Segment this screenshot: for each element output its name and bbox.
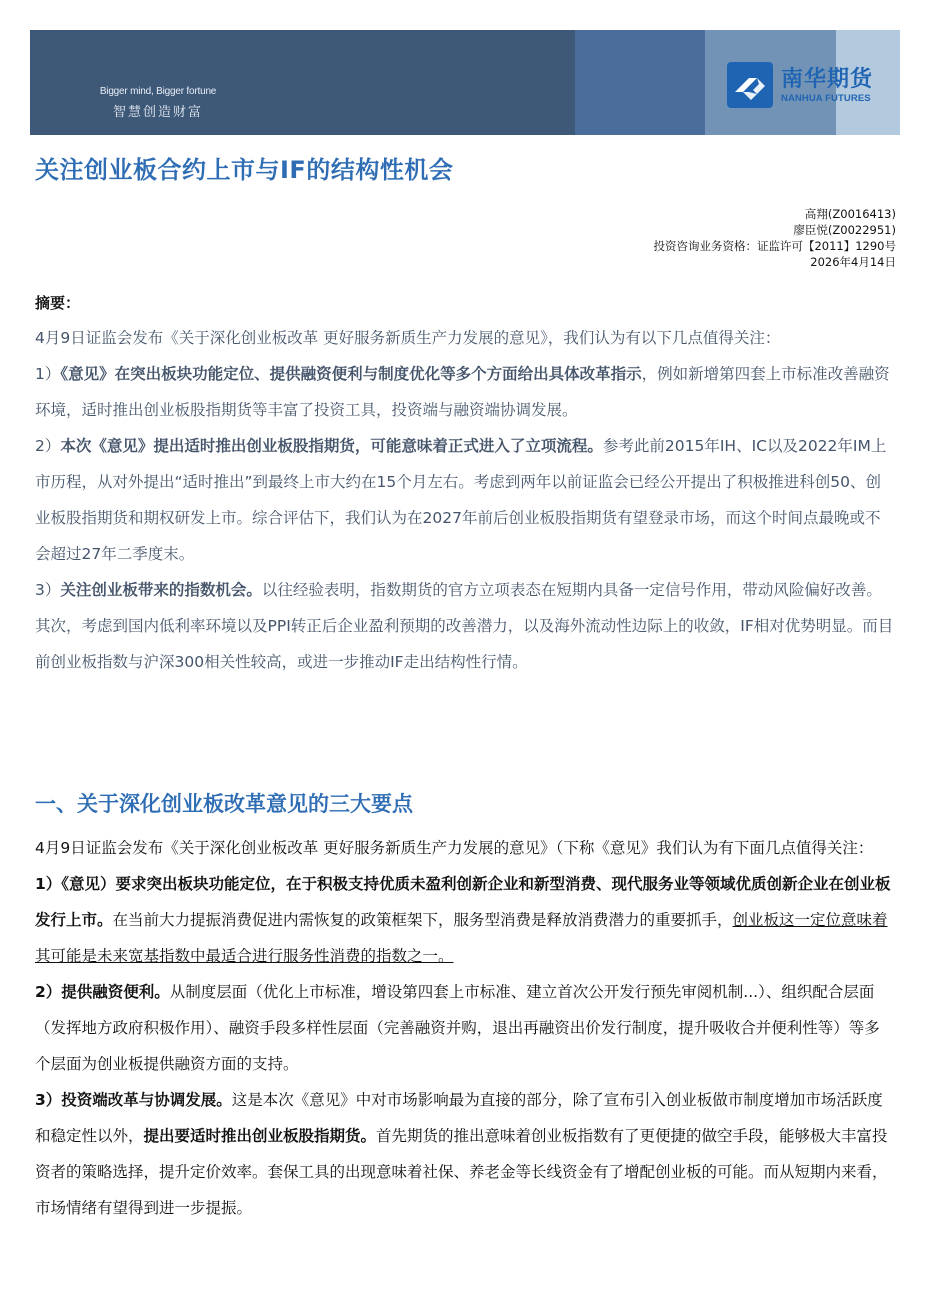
nanhua-logo-icon	[727, 62, 773, 108]
abstract-label: 摘要：	[35, 294, 81, 312]
underlined-text: 创业板这一定位意味着其可能是未来宽基指数中最适合进行服务性消费的指数之一。	[35, 911, 888, 965]
point-text: 参考此前2015年IH、IC以及2022年IM上市历程，从对外提出“适时推出”到最终上市大约在15个月左右。考虑到两年以前证监会已经公开提出了积极推进科创50、创业板股指期货和期权研发上市。综合评估下，我们认为在2027年前后创业板股指期货有望登录市场，而这个时间点最晚或不会超过27年二季度末。	[35, 437, 887, 563]
company-logo	[727, 62, 873, 108]
point-highlight: 关注创业板带来的指数机会。	[60, 581, 262, 599]
point-text: 在当前大力提振消费促进内需恢复的政策框架下，服务型消费是释放消费潜力的重要抓手，	[112, 911, 733, 929]
point-highlight: 2）提供融资便利。	[35, 983, 170, 1001]
report-date: 2026年4月14日	[810, 255, 896, 269]
logo-chinese-name: 南华期货	[781, 66, 874, 92]
abstract-point-1	[35, 356, 895, 428]
point-number: 3）	[35, 581, 61, 599]
point-highlight: 提出要适时推出创业板股指期货。	[143, 1127, 377, 1145]
point-text: ，例如新增第四套上市标准改善融资环境，适时推出创业板股指期货等丰富了投资工具，投资端与融资端协调发展。	[35, 365, 890, 419]
report-meta	[653, 206, 896, 270]
point-text: 从制度层面（优化上市标准，增设第四套上市标准、建立首次公开发行预先审阅机制...）、组织配合层面（发挥地方政府积极作用）、融资手段多样性层面（完善融资并购，退出再融资出价发行制度，提升吸收合并便利性等）等多个层面为创业板提供融资方面的支持。	[35, 983, 880, 1073]
header-banner	[30, 30, 900, 135]
section-body	[35, 830, 895, 1226]
author: 廖臣悦(Z0022951)	[793, 223, 896, 237]
point-text: 这是本次《意见》中对市场影响最为直接的部分，除了宣布引入创业板做市制度增加市场活跃度和稳定性以外，	[35, 1091, 883, 1145]
slogan-english: Bigger mind, Bigger fortune	[99, 86, 217, 97]
abstract-point-2	[35, 428, 895, 572]
abstract-paragraph: 其次，考虑到国内低利率环境以及PPI转正后企业盈利预期的改善潜力，以及海外流动性边际上的收敛，IF相对优势明显。而目前创业板指数与沪深300相关性较高，或进一步推动IF走出结构性行情。	[35, 617, 894, 671]
section-point-1	[35, 866, 895, 974]
report-title: 关注创业板合约上市与IF的结构性机会	[35, 156, 454, 184]
abstract-point-3	[35, 572, 895, 608]
section-point-3	[35, 1082, 895, 1226]
license-info: 投资咨询业务资格：证监许可【2011】1290号	[653, 239, 896, 253]
abstract	[35, 320, 895, 680]
slogan	[88, 86, 228, 120]
point-highlight: 《意见》在突出板块功能定位、提供融资便利与制度优化等多个方面给出具体改革指示	[60, 365, 642, 383]
banner-band	[575, 30, 705, 135]
section-point-2	[35, 974, 895, 1082]
abstract-intro: 4月9日证监会发布《关于深化创业板改革 更好服务新质生产力发展的意见》，我们认为有以下几点值得关注：	[35, 329, 781, 347]
slogan-chinese: 智慧创造财富	[112, 104, 203, 119]
author: 高翔(Z0016413)	[804, 207, 896, 221]
point-highlight: 3）投资端改革与协调发展。	[35, 1091, 232, 1109]
logo-english-name: NANHUA FUTURES	[781, 92, 871, 104]
point-text: 首先期货的推出意味着创业板指数有了更便捷的做空手段，能够极大丰富投资者的策略选择，提升定价效率。套保工具的出现意味着社保、养老金等长线资金有了增配创业板的可能。而从短期内来看，市场情绪有望得到进一步提振。	[35, 1127, 888, 1217]
point-highlight: 1）《意见）要求突出板块功能定位，在于积极支持优质未盈利创新企业和新型消费、现代服务业等领域优质创新企业在创业板发行上市。	[35, 875, 891, 929]
point-text: 以往经验表明，指数期货的官方立项表态在短期内具备一定信号作用，带动风险偏好改善。	[261, 581, 882, 599]
section-heading: 一、关于深化创业板改革意见的三大要点	[35, 792, 413, 816]
section-intro: 4月9日证监会发布《关于深化创业板改革 更好服务新质生产力发展的意见》（下称《意见》我们认为有下面几点值得关注：	[35, 839, 874, 857]
point-number: 2）	[35, 437, 61, 455]
point-number: 1）	[35, 365, 61, 383]
point-highlight: 本次《意见》提出适时推出创业板股指期货，可能意味着正式进入了立项流程。	[60, 437, 603, 455]
